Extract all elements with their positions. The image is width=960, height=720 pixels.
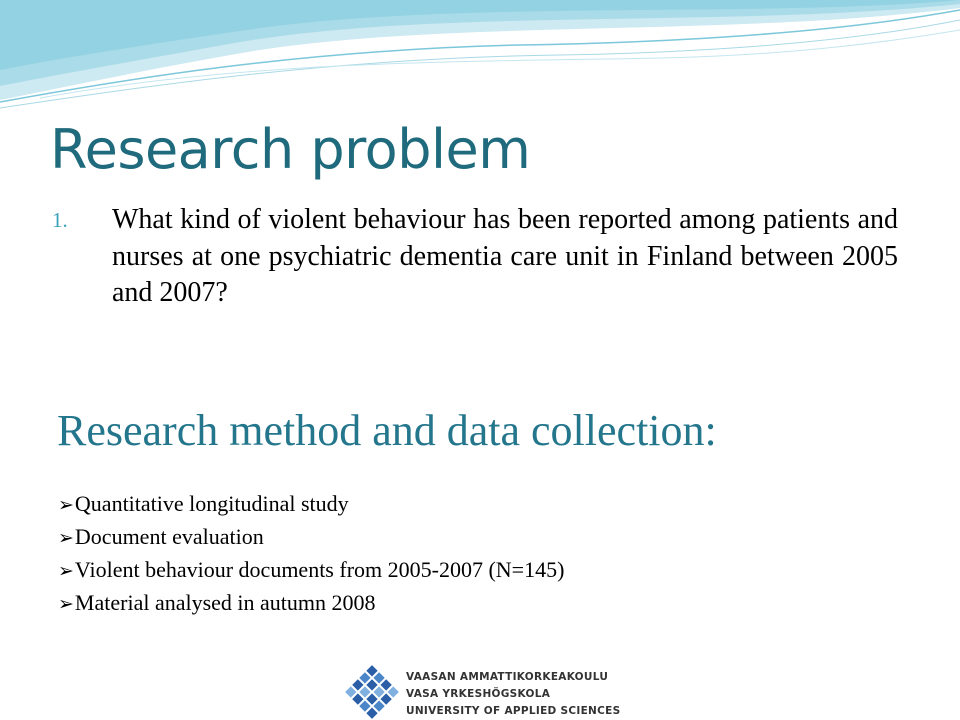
section-subtitle: Research method and data collection: xyxy=(57,406,717,455)
bullet-text: Material analysed in autumn 2008 xyxy=(74,590,376,615)
university-logo xyxy=(344,664,621,720)
logo-text xyxy=(406,669,620,720)
arrow-bullet-icon: ➢ xyxy=(58,561,74,582)
bullet-text: Document evaluation xyxy=(74,524,264,549)
logo-line: VASA YRKESHÖGSKOLA xyxy=(406,688,551,700)
slide-title: Research problem xyxy=(50,118,531,181)
arrow-bullet-icon: ➢ xyxy=(58,594,74,615)
arrow-bullet-icon: ➢ xyxy=(58,495,74,516)
method-bullet-list xyxy=(58,488,564,620)
list-item xyxy=(58,488,564,521)
list-item xyxy=(58,554,564,587)
logo-line: UNIVERSITY OF APPLIED SCIENCES xyxy=(406,705,621,717)
logo-line: VAASAN AMMATTIKORKEAKOULU xyxy=(406,671,609,683)
bullet-text: Violent behaviour documents from 2005-2007 (N=145) xyxy=(74,557,565,582)
arrow-bullet-icon: ➢ xyxy=(58,528,74,549)
university-logo-icon xyxy=(344,664,400,720)
research-question xyxy=(52,202,898,312)
list-item xyxy=(58,587,564,620)
question-text: What kind of violent behaviour has been reported among patients and nurses at one psychiatric dementia care unit in Finland between 2005 and 2007? xyxy=(112,204,898,309)
header-wave-decoration xyxy=(0,0,960,120)
list-item xyxy=(58,521,564,554)
bullet-text: Quantitative longitudinal study xyxy=(74,491,349,516)
question-number: 1. xyxy=(52,208,68,232)
